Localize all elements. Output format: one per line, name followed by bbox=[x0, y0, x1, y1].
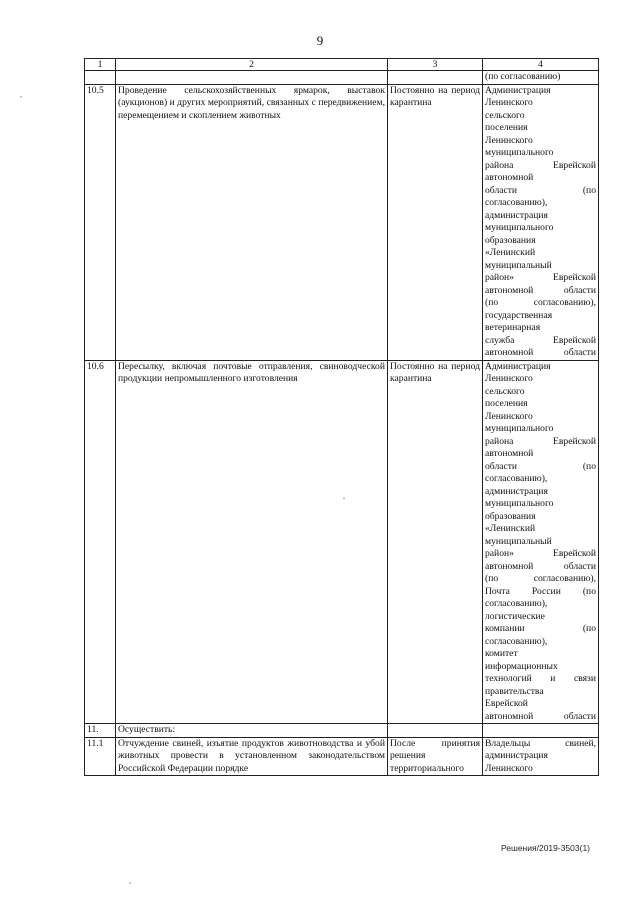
row-number: 10.5 bbox=[85, 84, 116, 360]
scan-speck bbox=[20, 96, 22, 98]
responsible-line: сельского bbox=[485, 109, 525, 121]
responsible-line: муниципального bbox=[485, 423, 554, 434]
responsible-line: «Ленинский bbox=[485, 523, 536, 534]
responsible-line: комитет bbox=[485, 648, 518, 659]
scan-speck bbox=[129, 882, 131, 884]
responsible-line: согласованию), bbox=[485, 598, 548, 609]
responsible-line: Администрация bbox=[485, 84, 551, 96]
responsible-line: автономной bbox=[485, 172, 534, 183]
table-row bbox=[85, 84, 599, 360]
responsible-line: логистические bbox=[485, 610, 545, 622]
row-number: 11. bbox=[85, 724, 116, 738]
term-text bbox=[388, 724, 483, 738]
responsible-line: служба Еврейской bbox=[485, 334, 596, 346]
responsible-line: Ленинского bbox=[485, 762, 533, 774]
responsible-line: администрация bbox=[485, 750, 548, 761]
responsible-line: «Ленинский bbox=[485, 247, 536, 258]
responsible-line: автономной области bbox=[485, 347, 596, 358]
responsible-text bbox=[483, 737, 599, 776]
responsible-line: области (по bbox=[485, 184, 596, 196]
responsible-line: района Еврейской bbox=[485, 435, 596, 447]
responsible-line: ветеринарная bbox=[485, 322, 541, 333]
responsible-line: Почта России (по bbox=[485, 585, 596, 597]
responsible-line: (по согласованию), bbox=[485, 297, 596, 308]
responsible-line: Ленинского bbox=[485, 373, 533, 384]
responsible-line: район» Еврейской bbox=[485, 548, 596, 559]
row-number: 10.6 bbox=[85, 360, 116, 724]
responsible-line: муниципальный bbox=[485, 259, 552, 271]
measure-text: Проведение сельскохозяйственных ярмарок, выставок (аукционов) и других мероприятий, связанных с передвижением, перемещением и скоплением животных bbox=[116, 84, 388, 360]
responsible-line: автономной области bbox=[485, 710, 596, 722]
responsible-line: Ленинского bbox=[485, 134, 533, 146]
responsible-line: Владельцы свиней, bbox=[485, 737, 596, 749]
document-reference: Решения/2019-3503(1) bbox=[500, 843, 590, 853]
continuation-text: (по согласованию) bbox=[483, 71, 599, 85]
measure-text: Пересылку, включая почтовые отправления, свиноводческой продукции непромышленного изготовления bbox=[116, 360, 388, 724]
column-header: 1 bbox=[85, 59, 116, 71]
responsible-line: администрация bbox=[485, 209, 548, 221]
responsible-line: согласованию), bbox=[485, 197, 548, 208]
term-text: Постоянно на период карантина bbox=[388, 360, 483, 724]
responsible-line: (по согласованию), bbox=[485, 573, 596, 584]
responsible-line: согласованию), bbox=[485, 635, 548, 647]
responsible-line: Администрация bbox=[485, 360, 551, 372]
page-number: 9 bbox=[316, 33, 324, 48]
responsible-text bbox=[483, 724, 599, 738]
scan-speck bbox=[343, 497, 345, 499]
term-text: Постоянно на период карантина bbox=[388, 84, 483, 360]
measure-text: Осуществить: bbox=[116, 724, 388, 738]
responsible-text bbox=[483, 360, 599, 724]
table-row bbox=[85, 737, 599, 776]
responsible-line: информационных bbox=[485, 660, 558, 672]
responsible-line: компании (по bbox=[485, 623, 596, 634]
column-header: 3 bbox=[388, 59, 483, 71]
responsible-line: области (по bbox=[485, 460, 596, 472]
responsible-line: поселения bbox=[485, 398, 528, 409]
table-row bbox=[85, 360, 599, 724]
responsible-line: муниципального bbox=[485, 222, 554, 233]
responsible-line: муниципального bbox=[485, 498, 554, 509]
column-header: 4 bbox=[483, 59, 599, 71]
responsible-line: государственная bbox=[485, 309, 553, 321]
measure-text: Отчуждение свиней, изъятие продуктов животноводства и убой животных провести в установленном законодательством Российской Федерации порядке bbox=[116, 737, 388, 776]
term-text: После принятия решения территориального bbox=[388, 737, 483, 776]
responsible-line: муниципального bbox=[485, 147, 554, 158]
column-header: 2 bbox=[116, 59, 388, 71]
responsible-line: автономной области bbox=[485, 560, 596, 572]
responsible-line: район» Еврейской bbox=[485, 272, 596, 283]
table-header-row bbox=[85, 59, 599, 71]
responsible-line: технологий и связи bbox=[485, 673, 596, 684]
responsible-line: сельского bbox=[485, 385, 525, 397]
responsible-line: правительства bbox=[485, 685, 544, 697]
table-row bbox=[85, 724, 599, 738]
responsible-line: муниципальный bbox=[485, 535, 552, 547]
responsible-line: автономной области bbox=[485, 284, 596, 296]
responsible-line: администрация bbox=[485, 485, 548, 497]
continuation-row bbox=[85, 71, 599, 85]
measures-table bbox=[84, 58, 599, 776]
responsible-line: Ленинского bbox=[485, 97, 533, 108]
responsible-line: образования bbox=[485, 234, 536, 246]
responsible-line: поселения bbox=[485, 122, 528, 133]
responsible-line: автономной bbox=[485, 448, 534, 459]
responsible-line: образования bbox=[485, 510, 536, 522]
responsible-text bbox=[483, 84, 599, 360]
responsible-line: Ленинского bbox=[485, 410, 533, 422]
responsible-line: района Еврейской bbox=[485, 159, 596, 171]
responsible-line: Еврейской bbox=[485, 698, 528, 709]
row-number: 11.1 bbox=[85, 737, 116, 776]
responsible-line: согласованию), bbox=[485, 473, 548, 484]
